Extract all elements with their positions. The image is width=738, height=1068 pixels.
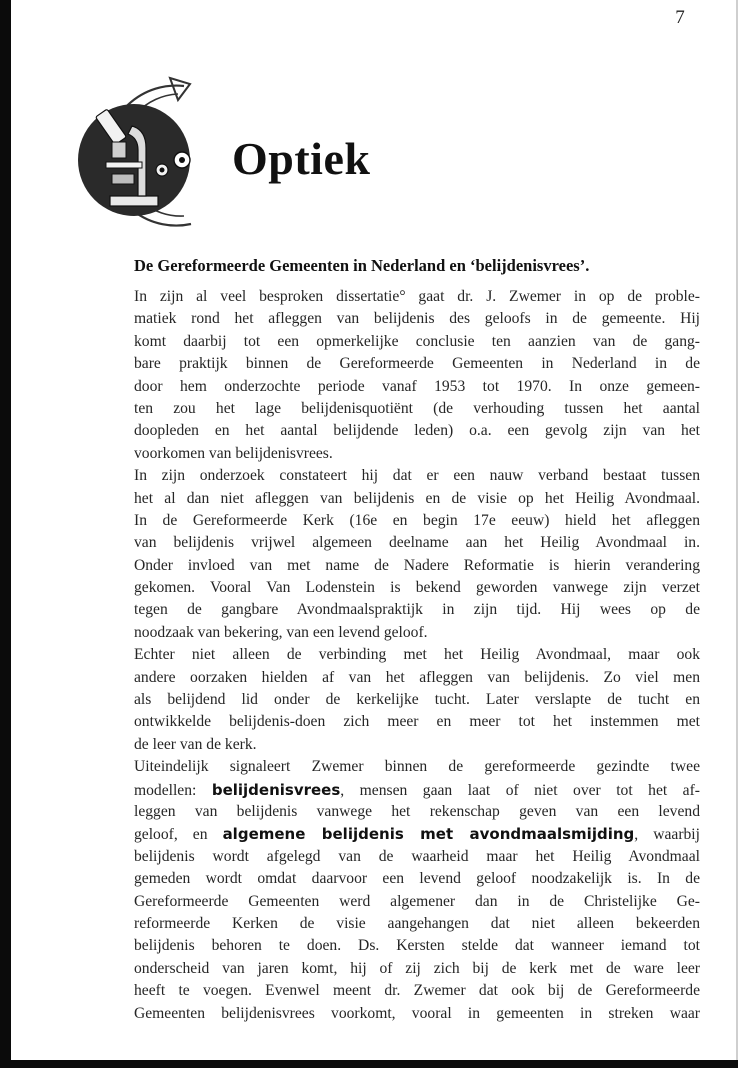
text-line: In zijn al veel besproken dissertatie° gaat dr. J. Zwemer in op de proble- bbox=[134, 288, 700, 305]
text-line: Gemeenten belijdenisvrees voorkomt, vooral in gemeenten in streken waar bbox=[134, 1004, 700, 1022]
emphasized-term: algemene belijdenis met avondmaalsmijding bbox=[222, 825, 635, 844]
text-line: het al dan niet afleggen van belijdenis en de visie op het Heilig Avondmaal. bbox=[134, 489, 700, 507]
text-fragment: , mensen gaan laat of niet over tot het af- bbox=[340, 781, 700, 799]
text-line: leggen van belijdenis vanwege het rekenschap geven van een levend bbox=[134, 802, 700, 820]
article-body bbox=[134, 286, 700, 1025]
text-line: belijdenis wordt afgelegd van de waarheid maar het Heilig Avondmaal bbox=[134, 847, 700, 865]
text-line: In de Gereformeerde Kerk (16e en begin 17e eeuw) hield het afleggen bbox=[134, 511, 700, 529]
text-line: gemeden wordt omdat daarvoor een levend geloof noodzakelijk is. In de bbox=[134, 870, 700, 888]
text-line bbox=[134, 779, 700, 801]
text-line: als belijdend lid onder de kerkelijke tucht. Later verslapte de tucht en bbox=[134, 691, 700, 709]
text-line: door hem onderzochte periode vanaf 1953 tot 1970. In onze gemeen- bbox=[134, 377, 700, 395]
text-line: komt daarbij tot een opmerkelijke conclusie ten aanzien van de gang- bbox=[134, 332, 700, 350]
microscope-icon bbox=[66, 74, 216, 244]
emphasized-term: belijdenisvrees bbox=[211, 780, 341, 799]
text-line: Onder invloed van met name de Nadere Reformatie is hierin verandering bbox=[134, 556, 700, 574]
text-fragment: , waarbij bbox=[634, 826, 700, 844]
text-line: matiek rond het afleggen van belijdenis des geloofs in de gemeente. Hij bbox=[134, 310, 700, 328]
text-line: voorkomen van belijdenisvrees. bbox=[134, 444, 333, 462]
text-line: bare praktijk binnen de Gereformeerde Gemeenten in Nederland in de bbox=[134, 355, 700, 373]
text-line: onderscheid van jaren komt, hij of zij zich bij de kerk met de ware leer bbox=[134, 959, 700, 977]
text-line: doopleden en het aantal belijdende leden) o.a. een gevolg zijn van het bbox=[134, 422, 700, 440]
scan-edge-left bbox=[0, 0, 11, 1068]
text-line bbox=[134, 823, 700, 845]
text-line: Uiteindelijk signaleert Zwemer binnen de gereformeerde gezindte twee bbox=[134, 758, 700, 776]
text-line: andere oorzaken hielden af van het afleggen van belijdenis. Zo viel men bbox=[134, 668, 700, 686]
article-subheading: De Gereformeerde Gemeenten in Nederland en ‘belijdenisvrees’. bbox=[134, 256, 590, 275]
text-line: heeft te voegen. Evenwel meent dr. Zwemer dat ook bij de Gereformeerde bbox=[134, 982, 700, 1000]
text-line: noodzaak van bekering, van een levend geloof. bbox=[134, 623, 428, 641]
text-line: ontwikkelde belijdenis-doen zich meer en meer tot het instemmen met bbox=[134, 713, 700, 731]
page-title: Optiek bbox=[232, 133, 371, 184]
text-fragment: geloof, en bbox=[134, 826, 223, 844]
page-number: 7 bbox=[675, 7, 685, 28]
text-line: van belijdenis vrijwel algemeen deelname aan het Heilig Avondmaal in. bbox=[134, 534, 700, 552]
text-line: ten zou het lage belijdenisquotiënt (de verhouding tussen het aantal bbox=[134, 399, 700, 417]
text-line: reformeerde Kerken de visie aangehangen dat niet alleen bekeerden bbox=[134, 914, 700, 932]
scan-edge-bottom bbox=[0, 1060, 738, 1068]
text-line: Echter niet alleen de verbinding met het Heilig Avondmaal, maar ook bbox=[134, 646, 700, 664]
text-line: de leer van de kerk. bbox=[134, 735, 257, 753]
text-line: gekomen. Vooral Van Lodenstein is bekend geworden vanwege zijn verzet bbox=[134, 579, 700, 597]
text-line: Gereformeerde Gemeenten werd algemener dan in de Christelijke Ge- bbox=[134, 892, 700, 910]
text-line: tegen de gangbare Avondmaalspraktijk in zijn tijd. Hij wees op de bbox=[134, 601, 700, 619]
text-line: In zijn onderzoek constateert hij dat er een nauw verband bestaat tussen bbox=[134, 467, 700, 485]
text-fragment: modellen: bbox=[134, 781, 212, 799]
text-line: belijdenis behoren te doen. Ds. Kersten stelde dat wanneer iemand tot bbox=[134, 937, 700, 955]
